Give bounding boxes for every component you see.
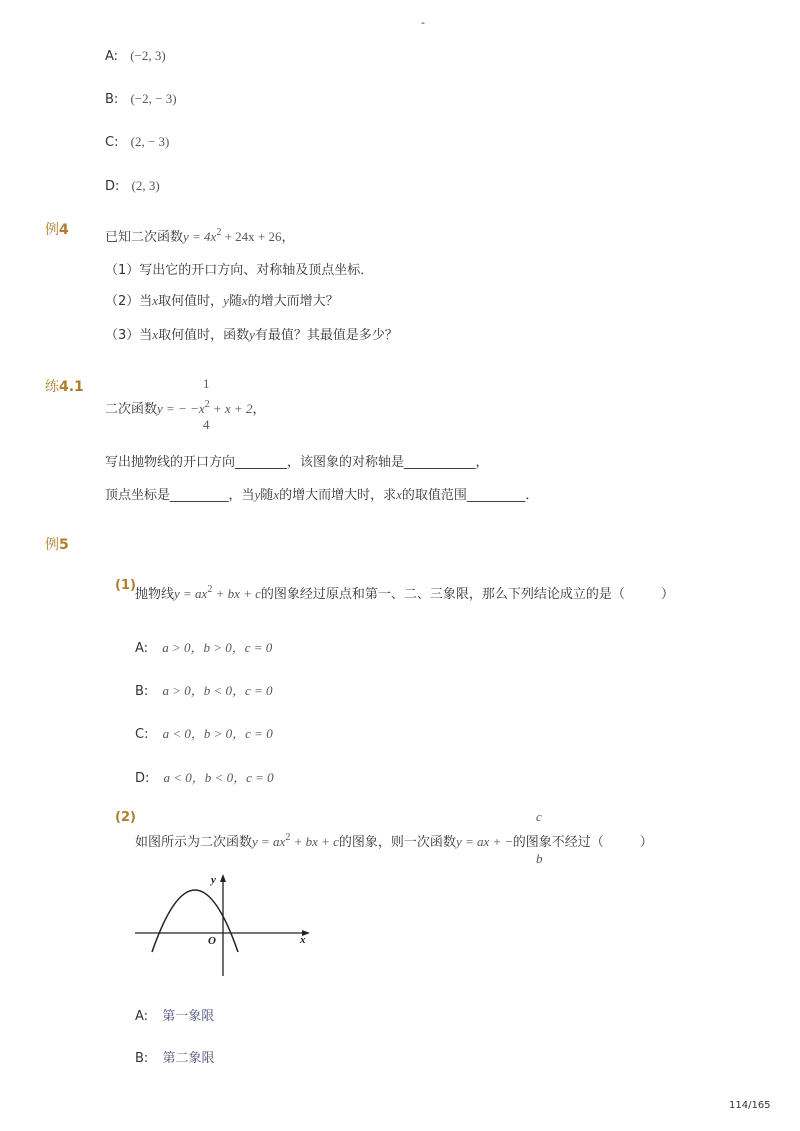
practice-4-1-frac-num: 1 (203, 376, 210, 391)
prev-option-d[interactable]: D: (2, 3) (105, 178, 160, 194)
page-number: 114/165 (729, 1100, 771, 1111)
part-2-option-a[interactable]: A: 第一象限 (135, 1009, 215, 1024)
parabola-graph (130, 868, 315, 980)
prev-option-c[interactable]: C: (2, − 3) (105, 134, 170, 150)
example-4-q1: （1）写出它的开口方向、对称轴及顶点坐标． (105, 263, 374, 278)
part-1-question: 抛物线$y = ax^2$ + bx + c的图象经过原点和第一、二、三象限，那么下列结论成立的是（ ） (135, 584, 674, 602)
part-2-number: (2) (115, 810, 136, 825)
y-axis-arrow (220, 874, 226, 882)
practice-4-1-line2: 写出抛物线的开口方向________，该图象的对称轴是___________， (105, 455, 489, 470)
example-4-q2: （2）当x取何值时，y随x的增大而增大？ (105, 293, 339, 309)
part-2-frac-num: c (536, 809, 542, 824)
part-1-option-a[interactable]: A: a > 0，b > 0，c = 0 (135, 640, 273, 656)
part-2-question: 如图所示为二次函数$y = ax^2$ + bx + c的图象，则一次函数y = ax + −的图象不经过（ ） (135, 832, 653, 850)
example-4-q3: （3）当x取何值时，函数y有最值？其最值是多少？ (105, 327, 398, 343)
practice-4-1-tag: 练4.1 (45, 379, 84, 395)
prev-option-b[interactable]: B: (−2, − 3) (105, 91, 177, 107)
part-2-option-b[interactable]: B: 第二象限 (135, 1051, 215, 1066)
practice-4-1-frac-den: 4 (203, 417, 210, 432)
header-mark: - (421, 16, 425, 29)
part-2-frac-den: b (536, 851, 543, 866)
example-4-tag: 例4 (45, 222, 69, 238)
graph-y-label: y (211, 874, 216, 886)
graph-origin-label: O (208, 935, 216, 947)
graph-x-label: x (300, 934, 306, 946)
practice-4-1-line3: 顶点坐标是_________，当y随x的增大而增大时，求x的取值范围_________． (105, 487, 539, 503)
example-5-tag: 例5 (45, 537, 69, 553)
part-1-option-d[interactable]: D: a < 0，b < 0，c = 0 (135, 770, 274, 786)
part-1-option-c[interactable]: C: a < 0，b > 0，c = 0 (135, 726, 273, 742)
example-4-statement: 已知二次函数$y = 4x^2 + 24x + 26$， (105, 227, 295, 245)
prev-option-a[interactable]: A: (−2, 3) (105, 48, 166, 64)
part-1-option-b[interactable]: B: a > 0，b < 0，c = 0 (135, 683, 273, 699)
practice-4-1-statement: 二次函数y = − $-x^2 + x + 2$， (105, 399, 266, 417)
part-1-number: (1) (115, 578, 136, 593)
parabola-curve (152, 890, 238, 952)
